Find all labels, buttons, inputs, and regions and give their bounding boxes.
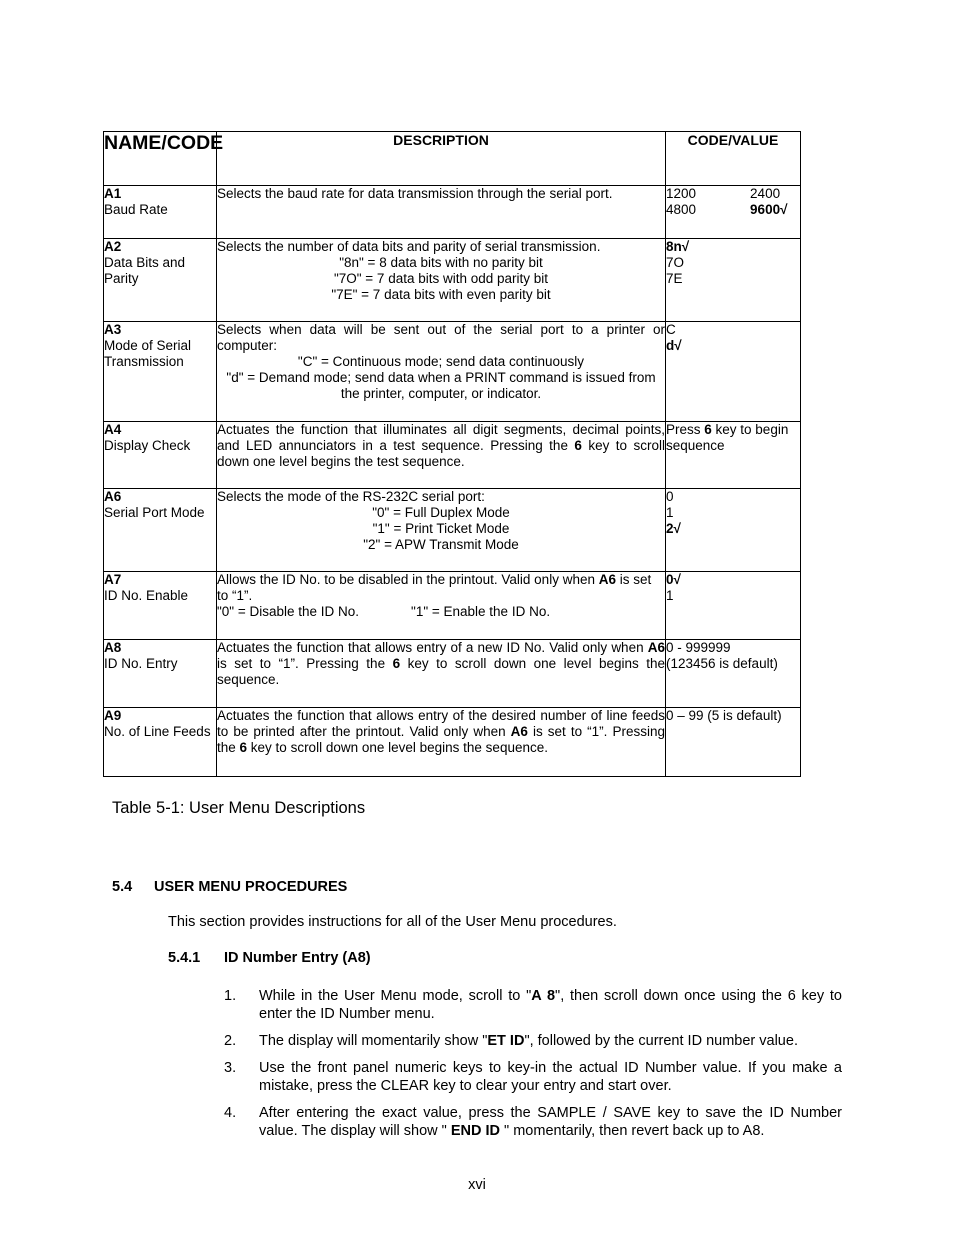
row-value: Press 6 key to begin sequence	[666, 422, 789, 453]
list-item	[224, 1059, 842, 1095]
row-value-default: 0√	[666, 572, 681, 587]
row-option: "8n" = 8 data bits with no parity bit	[339, 255, 543, 270]
list-item	[224, 987, 842, 1023]
row-value: 1200	[666, 186, 697, 201]
row-name: Serial Port Mode	[104, 505, 205, 520]
row-option: "7E" = 7 data bits with even parity bit	[331, 287, 551, 302]
table-row	[104, 489, 801, 572]
section-intro: This section provides instructions for all of the User Menu procedures.	[168, 914, 617, 930]
header-code-value: CODE/VALUE	[666, 132, 801, 186]
row-name: ID No. Enable	[104, 588, 189, 603]
row-description: Allows the ID No. to be disabled in the printout. Valid only when A6 is set to “1”.	[217, 572, 652, 603]
section-number: 5.4	[112, 879, 133, 895]
row-description: Actuates the function that allows entry of a new ID No. Valid only when A6 is set to “1”. Pressing the 6 key to scroll down one level begins the sequence.	[217, 640, 665, 687]
row-value-default: 8n√	[666, 239, 690, 254]
row-code: A8	[104, 640, 122, 655]
step-number: 3.	[224, 1060, 237, 1076]
row-description: Selects the mode of the RS-232C serial port:	[217, 489, 485, 504]
row-value: C	[666, 322, 676, 337]
row-code: A3	[104, 322, 122, 337]
table-row	[104, 572, 801, 640]
subsection-number: 5.4.1	[168, 950, 201, 966]
row-value-default: d√	[666, 338, 682, 353]
table-row	[104, 322, 801, 422]
step-number: 1.	[224, 988, 237, 1004]
step-text: Use the front panel numeric keys to key-in the actual ID Number value. If you make a mistake, press the CLEAR key to clear your entry and start over.	[259, 1060, 842, 1094]
row-code: A9	[104, 708, 122, 723]
step-number: 2.	[224, 1033, 237, 1049]
row-description: Selects the number of data bits and parity of serial transmission.	[217, 239, 601, 254]
section-title: USER MENU PROCEDURES	[154, 879, 348, 895]
procedure-steps	[224, 987, 842, 1149]
user-menu-table	[103, 131, 801, 777]
row-code: A4	[104, 422, 122, 437]
row-value-default: 2√	[666, 521, 681, 536]
row-value: 1	[666, 505, 674, 520]
section-heading	[112, 879, 347, 895]
subsection-heading	[168, 950, 371, 966]
page-number: xvi	[468, 1177, 486, 1193]
row-option: "7O" = 7 data bits with odd parity bit	[333, 271, 549, 286]
table-row	[104, 239, 801, 322]
row-name: Display Check	[104, 438, 191, 453]
table-caption: Table 5-1: User Menu Descriptions	[112, 799, 366, 817]
row-description: Actuates the function that allows entry of the desired number of line feeds to be printed after the printout. Valid only when A6 is set to “1”. Pressing the 6 key to scroll down one level begins the sequence.	[217, 708, 665, 755]
subsection-title: ID Number Entry (A8)	[224, 950, 371, 966]
step-text: The display will momentarily show "ET ID", followed by the current ID number value.	[259, 1033, 798, 1049]
row-value: 7O	[666, 255, 685, 270]
row-name: No. of Line Feeds	[104, 724, 211, 739]
table-row	[104, 640, 801, 708]
row-value: 0	[666, 489, 674, 504]
row-name: Baud Rate	[104, 202, 168, 217]
row-option: "d" = Demand mode; send data when a PRINT command is issued from the printer, computer, or indicator.	[226, 370, 656, 401]
header-name-code: NAME/CODE	[104, 132, 217, 186]
row-name: Mode of Serial Transmission	[104, 338, 192, 369]
row-code: A2	[104, 239, 122, 254]
row-value: 0 – 99 (5 is default)	[666, 708, 782, 723]
row-option: "2" = APW Transmit Mode	[363, 537, 519, 552]
table-row	[104, 708, 801, 777]
row-name: Data Bits and Parity	[104, 255, 186, 286]
row-option: "C" = Continuous mode; send data continuously	[297, 354, 585, 369]
table-header-row	[104, 132, 801, 186]
row-value-default: 9600√	[750, 202, 788, 217]
list-item	[224, 1104, 842, 1140]
row-value: 0 - 999999	[666, 640, 731, 655]
header-description: DESCRIPTION	[217, 132, 666, 186]
row-code: A1	[104, 186, 122, 201]
row-description: Selects when data will be sent out of the serial port to a printer or computer:	[217, 322, 665, 353]
row-value: (123456 is default)	[666, 656, 778, 671]
row-option: "0" = Disable the ID No. "1" = Enable the ID No.	[217, 604, 551, 619]
table-row	[104, 186, 801, 239]
list-item	[224, 1032, 842, 1050]
row-code: A6	[104, 489, 122, 504]
row-value: 1	[666, 588, 674, 603]
row-option: "0" = Full Duplex Mode	[372, 505, 510, 520]
row-value: 7E	[666, 271, 683, 286]
row-code: A7	[104, 572, 122, 587]
step-number: 4.	[224, 1105, 237, 1121]
row-name: ID No. Entry	[104, 656, 178, 671]
step-text: While in the User Menu mode, scroll to "A 8", then scroll down once using the 6 key to enter the ID Number menu.	[259, 988, 842, 1022]
row-description: Actuates the function that illuminates all digit segments, decimal points, and LED annunciators in a test sequence. Pressing the 6 key to scroll down one level begins the test sequence.	[217, 422, 665, 469]
row-option: "1" = Print Ticket Mode	[372, 521, 510, 536]
table-row	[104, 422, 801, 489]
row-value: 4800	[666, 202, 697, 217]
row-value: 2400	[750, 186, 781, 201]
step-text: After entering the exact value, press the SAMPLE / SAVE key to save the ID Number value. The display will show " END ID " momentarily, then revert back up to A8.	[259, 1105, 842, 1139]
row-description: Selects the baud rate for data transmission through the serial port.	[217, 186, 613, 201]
